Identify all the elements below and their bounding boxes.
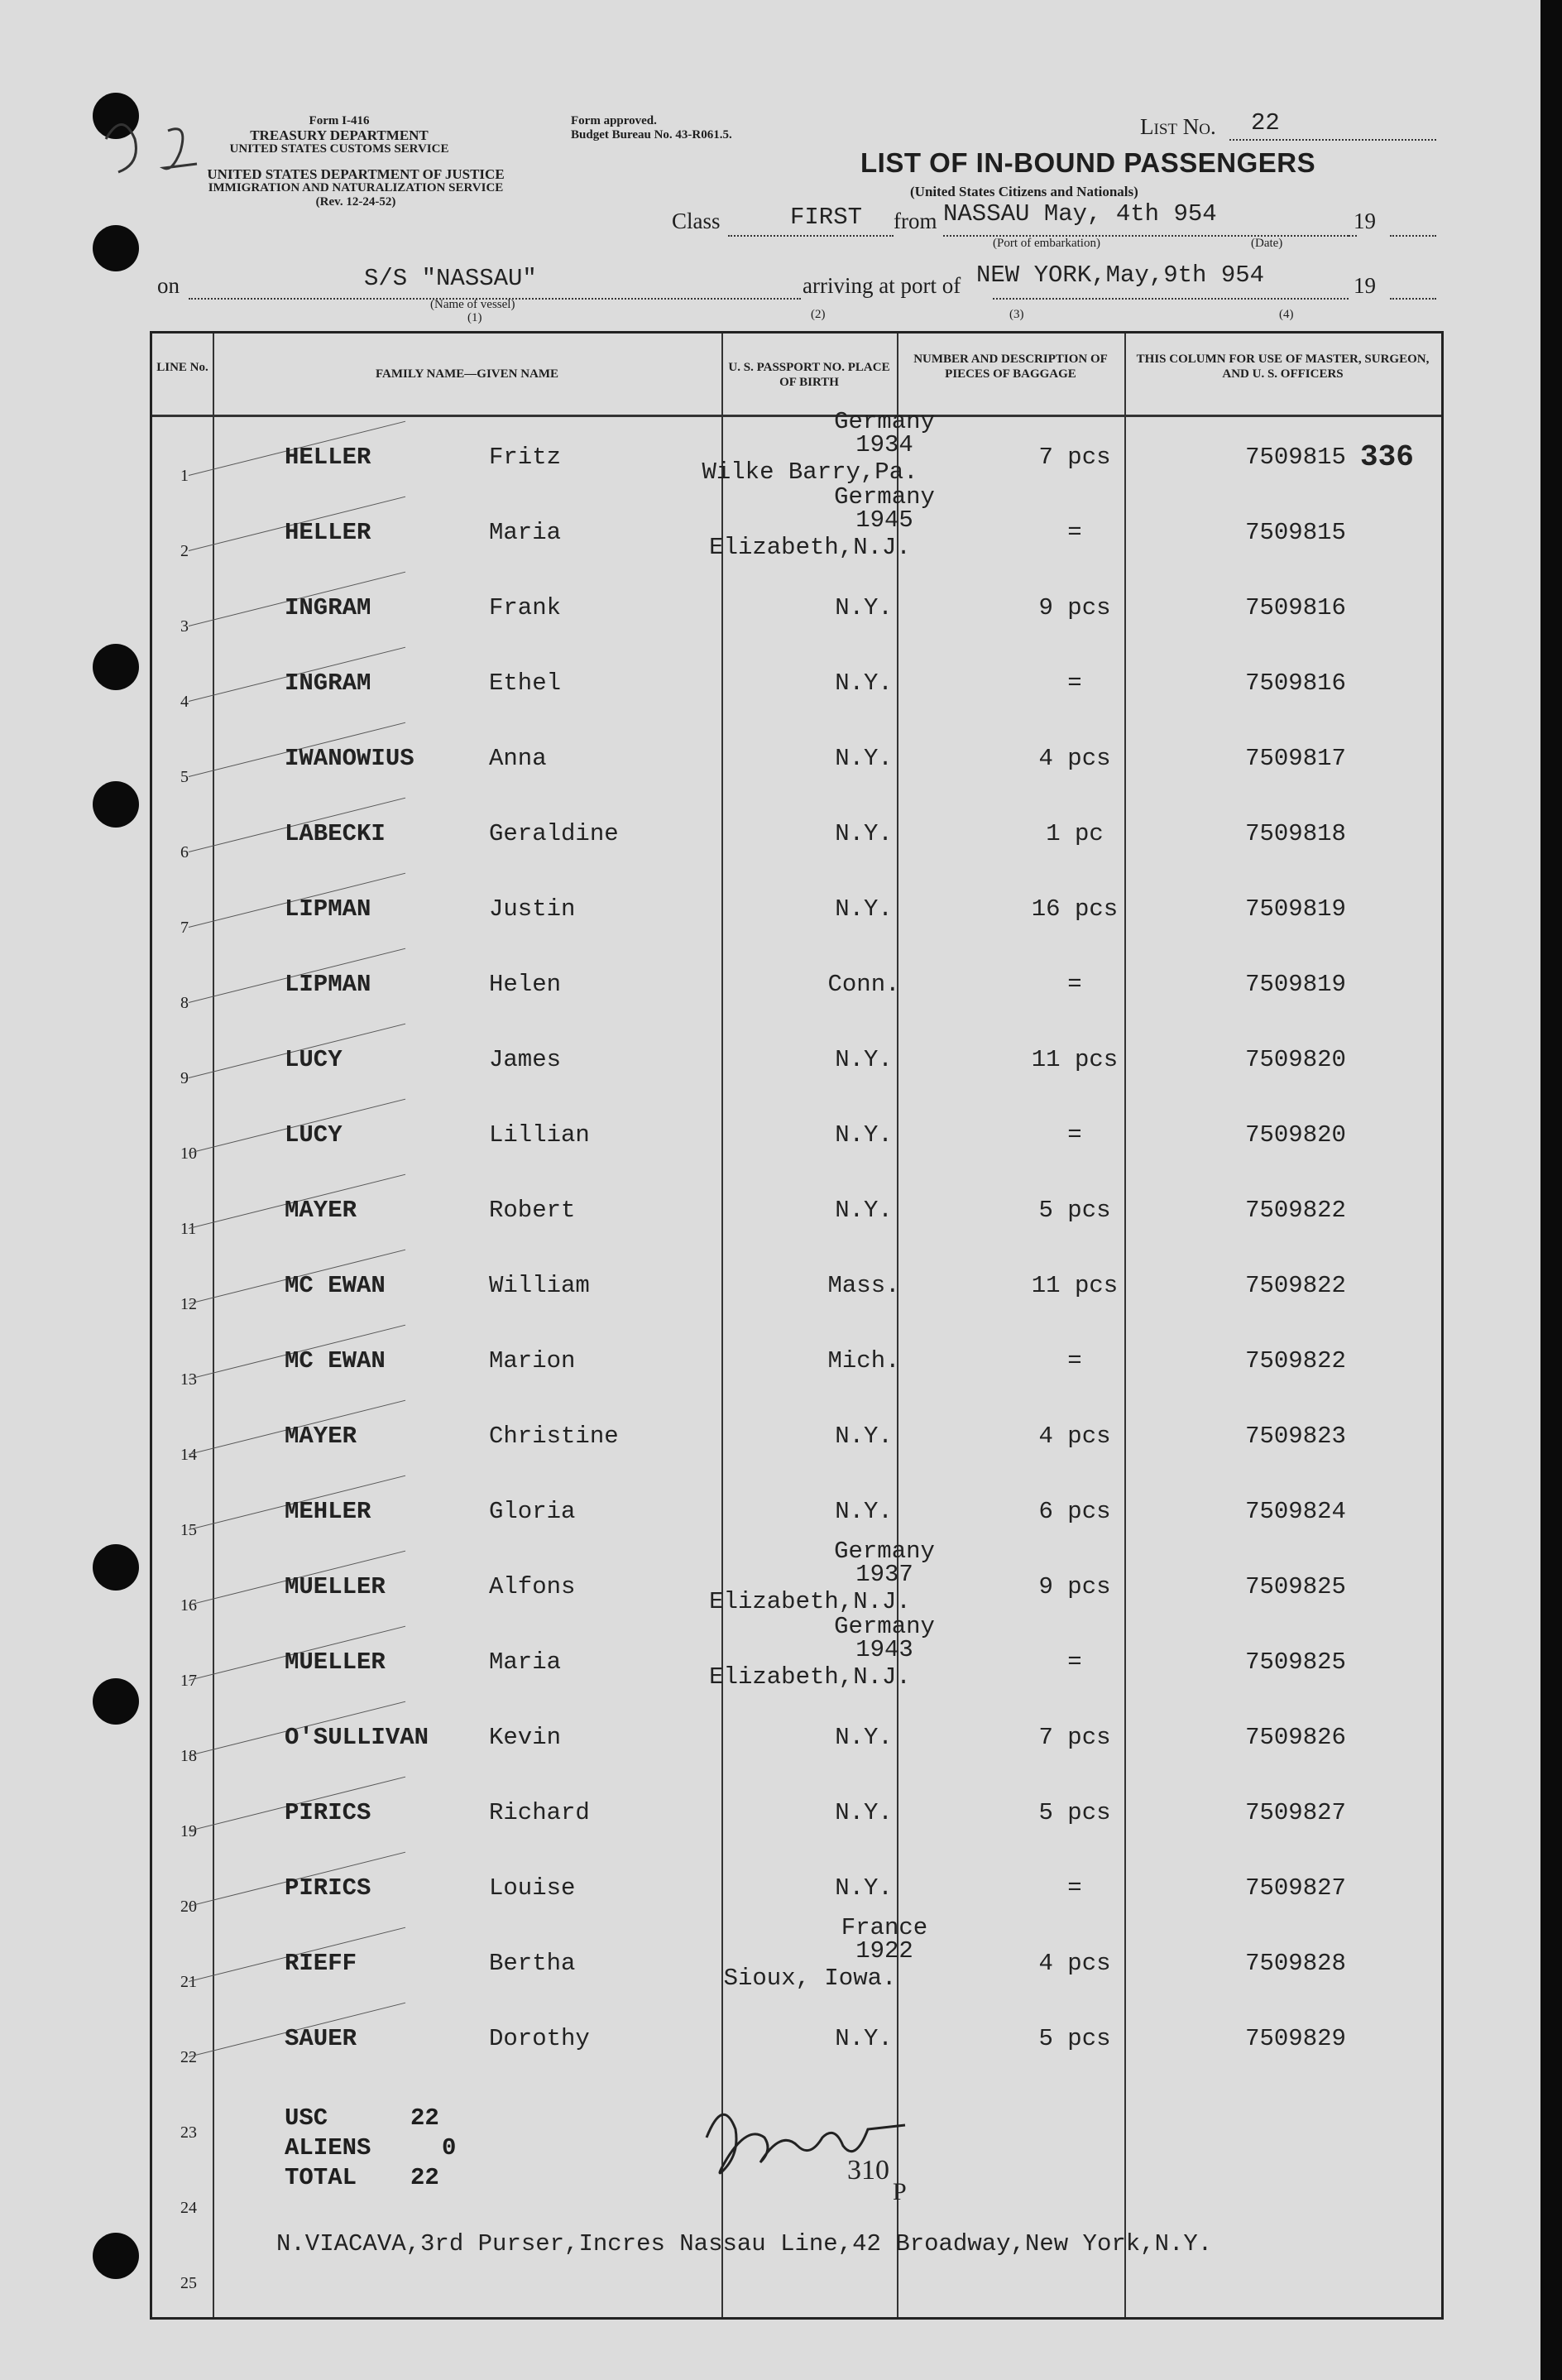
- officer-number: 7509822: [1245, 1347, 1346, 1375]
- family-name: MAYER: [285, 1197, 357, 1224]
- underline: [728, 235, 894, 237]
- given-name: Ethel: [489, 669, 562, 697]
- arrival-value: NEW YORK,May,9th 954: [976, 262, 1265, 289]
- port-embark-caption: (Port of embarkation): [993, 237, 1100, 250]
- table-row: [152, 1244, 1441, 1319]
- family-name: PIRICS: [285, 1799, 371, 1826]
- treasury-dept: TREASURY DEPARTMENT: [250, 127, 429, 143]
- baggage-count: 9 pcs: [1038, 1573, 1111, 1600]
- table-row: [152, 1997, 1441, 2072]
- baggage-count: =: [1067, 971, 1082, 998]
- line-number: 13: [180, 1370, 197, 1389]
- place-of-birth: Mass.: [827, 1272, 900, 1299]
- underline: [1390, 298, 1436, 300]
- place-of-birth: Elizabeth,N.J.: [709, 1588, 911, 1615]
- baggage-count: =: [1067, 669, 1082, 697]
- table-row: [152, 1771, 1441, 1846]
- table-row: [152, 1613, 1441, 1696]
- family-name: HELLER: [285, 519, 371, 546]
- place-of-birth: N.Y.: [835, 895, 893, 923]
- on-label: on: [157, 273, 180, 298]
- officer-number: 7509828: [1245, 1950, 1346, 1977]
- officer-number: 7509827: [1245, 1874, 1346, 1902]
- from-label: from: [894, 209, 937, 233]
- aliens-value: 0: [442, 2134, 457, 2162]
- signature-annotation: 310: [847, 2155, 889, 2186]
- col-header-name: FAMILY NAME—GIVEN NAME: [375, 367, 559, 381]
- justice-dept: UNITED STATES DEPARTMENT OF JUSTICE: [207, 166, 505, 182]
- given-name: Maria: [489, 1648, 562, 1676]
- given-name: Christine: [489, 1423, 619, 1450]
- place-of-birth: N.Y.: [835, 1498, 893, 1525]
- col-2-caption: (2): [811, 308, 826, 321]
- baggage-count: 5 pcs: [1038, 1197, 1111, 1224]
- table-row: [152, 566, 1441, 641]
- signature-icon: [690, 2080, 955, 2204]
- year-19-b: 19: [1354, 273, 1376, 298]
- usc-value: 22: [410, 2104, 439, 2132]
- scan-edge: [1540, 0, 1562, 2380]
- line-number: 24: [180, 2199, 197, 2217]
- place-of-birth: Elizabeth,N.J.: [709, 1663, 911, 1691]
- class-label: Class: [672, 209, 721, 233]
- ins-service: IMMIGRATION AND NATURALIZATION SERVICE: [208, 181, 504, 194]
- family-name: MUELLER: [285, 1573, 386, 1600]
- table-row: [152, 1914, 1441, 1997]
- officer-number: 7509818: [1245, 820, 1346, 847]
- given-name: Louise: [489, 1874, 576, 1902]
- family-name: MUELLER: [285, 1648, 386, 1676]
- total-value: 22: [410, 2164, 439, 2191]
- baggage-count: 11 pcs: [1031, 1272, 1119, 1299]
- baggage-count: 4 pcs: [1038, 745, 1111, 772]
- given-name: Marion: [489, 1347, 576, 1375]
- officer-number: 7509815: [1245, 519, 1346, 546]
- given-name: James: [489, 1046, 562, 1073]
- aliens-label: ALIENS: [285, 2134, 371, 2162]
- officer-number: 7509815: [1245, 444, 1346, 471]
- given-name: Frank: [489, 594, 562, 621]
- officer-number: 7509816: [1245, 594, 1346, 621]
- table-row: [152, 483, 1441, 566]
- punch-hole: [93, 781, 139, 828]
- punch-hole: [93, 2233, 139, 2279]
- place-of-birth: N.Y.: [835, 1874, 893, 1902]
- margin-number: 336: [1360, 440, 1414, 474]
- given-name: Gloria: [489, 1498, 576, 1525]
- baggage-count: 7 pcs: [1038, 444, 1111, 471]
- line-number: 6: [180, 843, 189, 861]
- given-name: Anna: [489, 745, 547, 772]
- baggage-count: 1 pc: [1046, 820, 1104, 847]
- table-row: [152, 1696, 1441, 1771]
- line-number: 23: [180, 2123, 197, 2142]
- baggage-count: =: [1067, 1874, 1082, 1902]
- officer-number: 7509820: [1245, 1046, 1346, 1073]
- punch-hole: [93, 1544, 139, 1591]
- table-row: [152, 1093, 1441, 1168]
- punch-hole: [93, 225, 139, 271]
- family-name: MC EWAN: [285, 1347, 386, 1375]
- birth-year: 1922: [855, 1937, 913, 1965]
- table-row: [152, 408, 1441, 491]
- table-row: [152, 943, 1441, 1018]
- family-name: LIPMAN: [285, 895, 371, 923]
- given-name: Maria: [489, 519, 562, 546]
- vessel-caption: (Name of vessel): [430, 298, 515, 311]
- family-name: INGRAM: [285, 669, 371, 697]
- given-name: Lillian: [489, 1121, 590, 1149]
- table-row: [152, 1538, 1441, 1620]
- place-of-birth: Conn.: [827, 971, 900, 998]
- baggage-count: =: [1067, 1121, 1082, 1149]
- given-name: Geraldine: [489, 820, 619, 847]
- family-name: MAYER: [285, 1423, 357, 1450]
- line-number: 7: [180, 919, 189, 937]
- underline: [1229, 139, 1436, 141]
- family-name: SAUER: [285, 2025, 357, 2052]
- officer-number: 7509827: [1245, 1799, 1346, 1826]
- line-number: 12: [180, 1295, 197, 1313]
- place-of-birth: N.Y.: [835, 1724, 893, 1751]
- baggage-count: 11 pcs: [1031, 1046, 1119, 1073]
- col-header-line: LINE No.: [156, 361, 208, 374]
- line-number: 21: [180, 1973, 197, 1991]
- table-row: [152, 717, 1441, 792]
- col-header-officers: THIS COLUMN FOR USE OF MASTER, SURGEON, AND U. S. OFFICERS: [1136, 353, 1430, 381]
- line-number: 18: [180, 1747, 197, 1765]
- place-of-birth: Sioux, Iowa.: [723, 1965, 897, 1992]
- officer-number: 7509822: [1245, 1197, 1346, 1224]
- place-of-birth: Elizabeth,N.J.: [709, 534, 911, 561]
- officer-number: 7509823: [1245, 1423, 1346, 1450]
- officer-number: 7509826: [1245, 1724, 1346, 1751]
- birth-country: Germany: [834, 483, 935, 511]
- birth-country: Germany: [834, 408, 935, 435]
- underline: [1349, 235, 1357, 237]
- year-19: 19: [1354, 209, 1376, 233]
- table-row: [152, 792, 1441, 867]
- given-name: Robert: [489, 1197, 576, 1224]
- col-4-caption: (4): [1279, 308, 1294, 321]
- place-of-birth: N.Y.: [835, 2025, 893, 2052]
- document-subtitle: (United States Citizens and Nationals): [910, 184, 1138, 199]
- table-row: [152, 1846, 1441, 1922]
- baggage-count: 5 pcs: [1038, 1799, 1111, 1826]
- punch-hole: [93, 1678, 139, 1725]
- family-name: HELLER: [285, 444, 371, 471]
- family-name: LIPMAN: [285, 971, 371, 998]
- table-row: [152, 1394, 1441, 1470]
- place-of-birth: N.Y.: [835, 820, 893, 847]
- signature-annotation-p: P: [893, 2178, 907, 2204]
- given-name: Alfons: [489, 1573, 576, 1600]
- officer-number: 7509820: [1245, 1121, 1346, 1149]
- place-of-birth: N.Y.: [835, 745, 893, 772]
- officer-number: 7509819: [1245, 971, 1346, 998]
- underline: [993, 298, 1349, 300]
- place-of-birth: N.Y.: [835, 1799, 893, 1826]
- given-name: Bertha: [489, 1950, 576, 1977]
- place-of-birth: N.Y.: [835, 1121, 893, 1149]
- line-number: 19: [180, 1822, 197, 1840]
- form-approved: Form approved.: [571, 114, 657, 127]
- line-number: 2: [180, 542, 189, 560]
- place-of-birth: Mich.: [827, 1347, 900, 1375]
- line-number: 3: [180, 617, 189, 636]
- document-title: LIST OF IN-BOUND PASSENGERS: [860, 147, 1316, 178]
- baggage-count: 4 pcs: [1038, 1423, 1111, 1450]
- family-name: IWANOWIUS: [285, 745, 414, 772]
- baggage-count: 16 pcs: [1031, 895, 1119, 923]
- given-name: William: [489, 1272, 590, 1299]
- baggage-count: 7 pcs: [1038, 1724, 1111, 1751]
- from-value: NASSAU May, 4th 954: [943, 200, 1217, 228]
- line-number: 1: [180, 467, 189, 485]
- punch-hole: [93, 644, 139, 690]
- table-row: [152, 1168, 1441, 1244]
- officer-number: 7509816: [1245, 669, 1346, 697]
- line-number: 9: [180, 1069, 189, 1087]
- line-number: 25: [180, 2274, 197, 2292]
- officer-number: 7509829: [1245, 2025, 1346, 2052]
- line-number: 16: [180, 1596, 197, 1615]
- birth-year: 1945: [855, 506, 913, 534]
- table-row: [152, 1018, 1441, 1093]
- family-name: LUCY: [285, 1046, 343, 1073]
- birth-country: Germany: [834, 1538, 935, 1565]
- place-of-birth: N.Y.: [835, 1423, 893, 1450]
- line-number: 5: [180, 768, 189, 786]
- given-name: Kevin: [489, 1724, 562, 1751]
- form-number: Form I-416: [309, 114, 370, 127]
- family-name: PIRICS: [285, 1874, 371, 1902]
- table-row: [152, 1319, 1441, 1394]
- birth-country: Germany: [834, 1613, 935, 1640]
- total-label: TOTAL: [285, 2164, 357, 2191]
- birth-year: 1943: [855, 1636, 913, 1663]
- family-name: MC EWAN: [285, 1272, 386, 1299]
- line-number: 8: [180, 994, 189, 1012]
- family-name: LUCY: [285, 1121, 343, 1149]
- officer-number: 7509817: [1245, 745, 1346, 772]
- line-number: 17: [180, 1672, 197, 1690]
- customs-service: UNITED STATES CUSTOMS SERVICE: [229, 142, 449, 156]
- officer-number: 7509825: [1245, 1573, 1346, 1600]
- list-no-value: 22: [1251, 109, 1280, 137]
- date-caption: (Date): [1251, 237, 1283, 250]
- birth-year: 1937: [855, 1561, 913, 1588]
- family-name: MEHLER: [285, 1498, 371, 1525]
- officer-number: 7509824: [1245, 1498, 1346, 1525]
- col-header-passport: U. S. PASSPORT NO. PLACE OF BIRTH: [728, 361, 890, 389]
- officer-number: 7509825: [1245, 1648, 1346, 1676]
- baggage-count: 5 pcs: [1038, 2025, 1111, 2052]
- given-name: Dorothy: [489, 2025, 590, 2052]
- line-number: 10: [180, 1144, 197, 1163]
- birth-country: France: [841, 1914, 928, 1941]
- officer-number: 7509822: [1245, 1272, 1346, 1299]
- family-name: LABECKI: [285, 820, 386, 847]
- baggage-count: 4 pcs: [1038, 1950, 1111, 1977]
- line-number: 4: [180, 693, 189, 711]
- baggage-count: =: [1067, 1347, 1082, 1375]
- line-number: 20: [180, 1898, 197, 1916]
- place-of-birth: Wilke Barry,Pa.: [702, 458, 918, 486]
- arriving-label: arriving at port of: [803, 273, 961, 298]
- baggage-count: =: [1067, 519, 1082, 546]
- family-name: O'SULLIVAN: [285, 1724, 429, 1751]
- place-of-birth: N.Y.: [835, 1197, 893, 1224]
- class-value: FIRST: [790, 204, 863, 231]
- baggage-count: 6 pcs: [1038, 1498, 1111, 1525]
- list-no-label: List No.: [1140, 114, 1216, 139]
- given-name: Helen: [489, 971, 562, 998]
- table-row: [152, 867, 1441, 943]
- line-number: 15: [180, 1521, 197, 1539]
- place-of-birth: N.Y.: [835, 594, 893, 621]
- table-row: [152, 1470, 1441, 1545]
- place-of-birth: N.Y.: [835, 669, 893, 697]
- col-3-caption: (3): [1009, 308, 1024, 321]
- family-name: INGRAM: [285, 594, 371, 621]
- birth-year: 1934: [855, 431, 913, 458]
- budget-bureau: Budget Bureau No. 43-R061.5.: [571, 128, 732, 142]
- family-name: RIEFF: [285, 1950, 357, 1977]
- line-number: 11: [180, 1220, 197, 1238]
- revision: (Rev. 12-24-52): [315, 195, 396, 209]
- given-name: Fritz: [489, 444, 562, 471]
- baggage-count: 9 pcs: [1038, 594, 1111, 621]
- line-number: 14: [180, 1446, 197, 1464]
- line-number: 22: [180, 2048, 197, 2066]
- col-1-caption: (1): [467, 311, 482, 324]
- passenger-table: [150, 331, 1444, 2320]
- baggage-count: =: [1067, 1648, 1082, 1676]
- usc-label: USC: [285, 2104, 328, 2132]
- purser-line: N.VIACAVA,3rd Purser,Incres Nassau Line,42 Broadway,New York,N.Y.: [276, 2230, 1213, 2258]
- given-name: Justin: [489, 895, 576, 923]
- col-header-baggage: NUMBER AND DESCRIPTION OF PIECES OF BAGGAGE: [913, 353, 1108, 381]
- vessel-value: S/S "NASSAU": [364, 265, 537, 292]
- given-name: Richard: [489, 1799, 590, 1826]
- underline: [1390, 235, 1436, 237]
- officer-number: 7509819: [1245, 895, 1346, 923]
- place-of-birth: N.Y.: [835, 1046, 893, 1073]
- table-row: [152, 641, 1441, 717]
